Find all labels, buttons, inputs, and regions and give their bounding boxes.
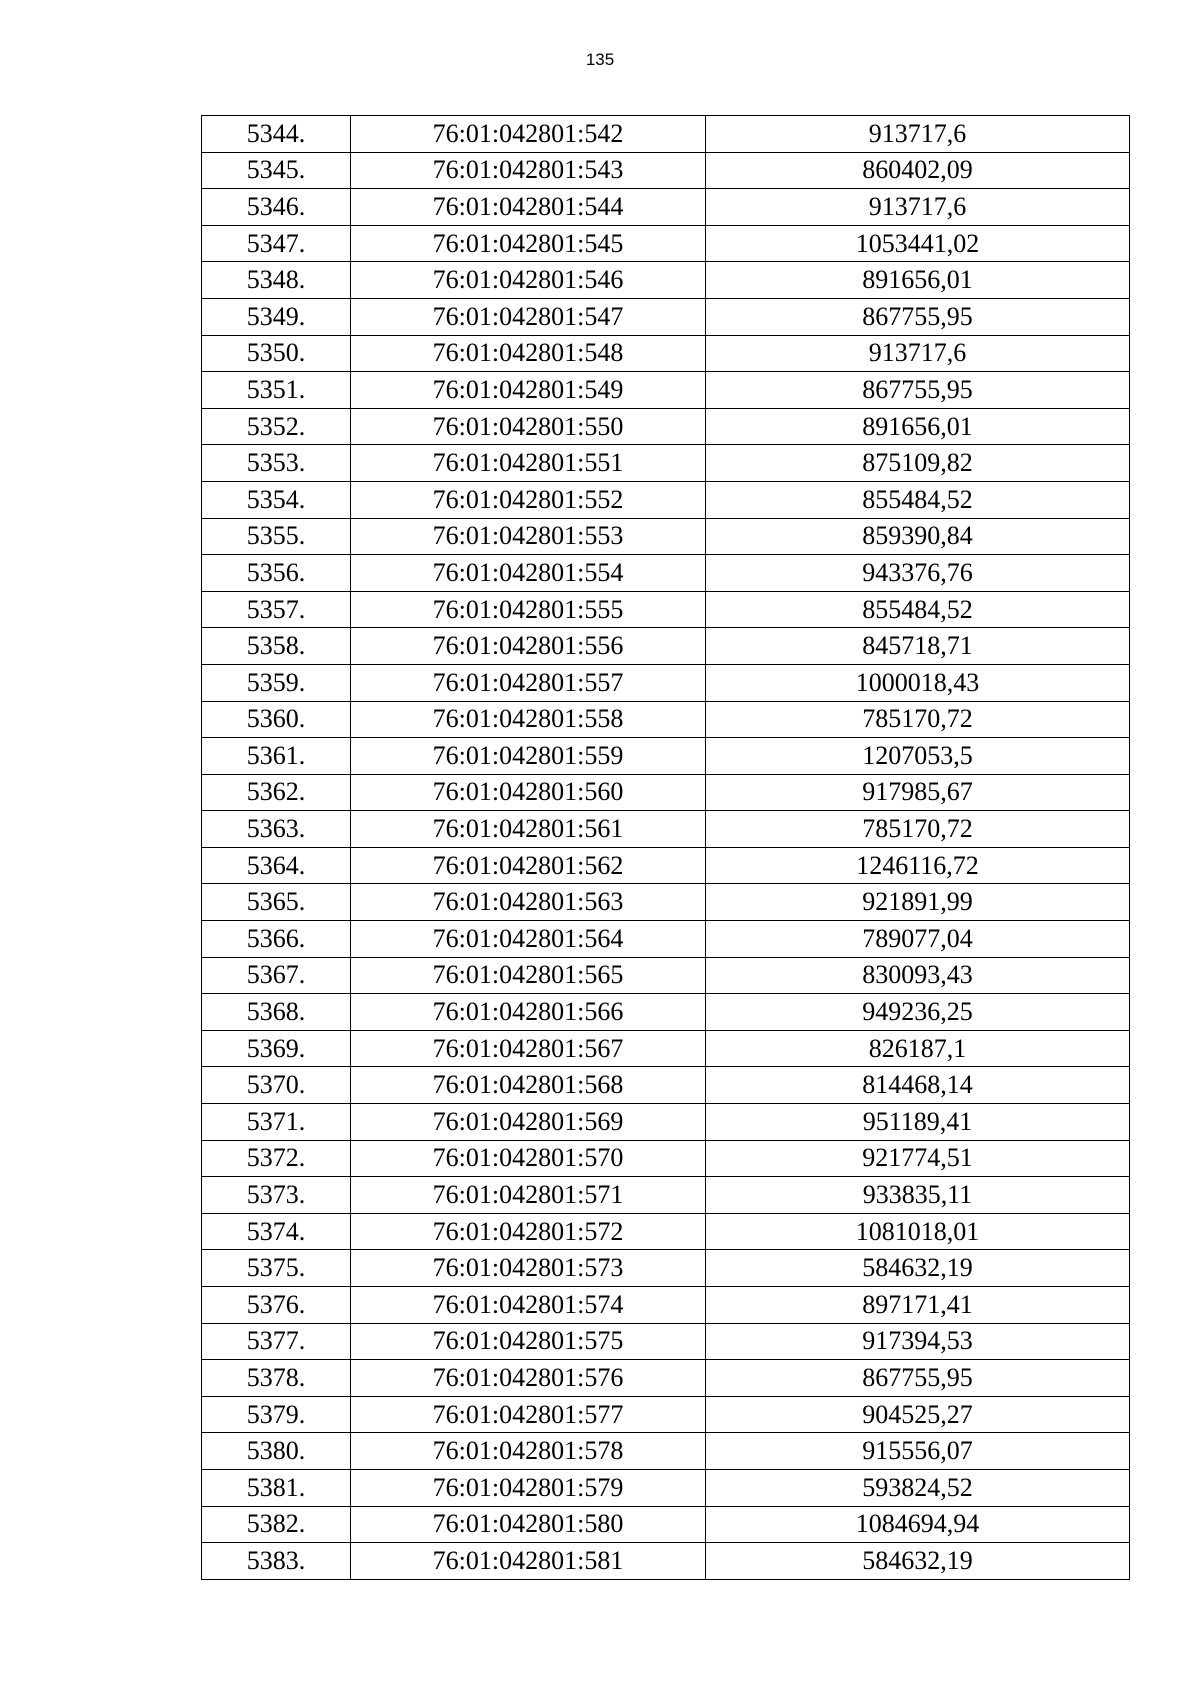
cadastral-number-cell: 76:01:042801:544 <box>351 189 706 226</box>
table-row <box>202 1323 1130 1360</box>
row-number-cell: 5344. <box>202 116 351 153</box>
cadastral-value-table <box>201 115 1130 1580</box>
table-row <box>202 481 1130 518</box>
row-number-cell: 5381. <box>202 1469 351 1506</box>
row-number-cell: 5368. <box>202 994 351 1031</box>
table-row <box>202 628 1130 665</box>
row-number-cell: 5362. <box>202 774 351 811</box>
row-number-cell: 5380. <box>202 1433 351 1470</box>
row-number-cell: 5374. <box>202 1213 351 1250</box>
table-row <box>202 555 1130 592</box>
cadastral-number-cell: 76:01:042801:573 <box>351 1250 706 1287</box>
row-number-cell: 5354. <box>202 481 351 518</box>
cadastral-value-cell: 913717,6 <box>706 189 1130 226</box>
table-row <box>202 116 1130 153</box>
cadastral-number-cell: 76:01:042801:564 <box>351 921 706 958</box>
row-number-cell: 5360. <box>202 701 351 738</box>
table-row <box>202 1104 1130 1141</box>
cadastral-value-cell: 1053441,02 <box>706 225 1130 262</box>
cadastral-value-cell: 860402,09 <box>706 152 1130 189</box>
cadastral-value-cell: 789077,04 <box>706 921 1130 958</box>
cadastral-value-cell: 897171,41 <box>706 1287 1130 1324</box>
row-number-cell: 5346. <box>202 189 351 226</box>
table-row <box>202 1030 1130 1067</box>
table-row <box>202 189 1130 226</box>
row-number-cell: 5355. <box>202 518 351 555</box>
cadastral-value-cell: 915556,07 <box>706 1433 1130 1470</box>
cadastral-number-cell: 76:01:042801:546 <box>351 262 706 299</box>
cadastral-value-cell: 1084694,94 <box>706 1506 1130 1543</box>
cadastral-value-cell: 867755,95 <box>706 372 1130 409</box>
table-row <box>202 518 1130 555</box>
cadastral-number-cell: 76:01:042801:548 <box>351 335 706 372</box>
row-number-cell: 5345. <box>202 152 351 189</box>
table-row <box>202 847 1130 884</box>
row-number-cell: 5348. <box>202 262 351 299</box>
cadastral-value-cell: 943376,76 <box>706 555 1130 592</box>
cadastral-value-cell: 949236,25 <box>706 994 1130 1031</box>
cadastral-value-cell: 826187,1 <box>706 1030 1130 1067</box>
table-row <box>202 1396 1130 1433</box>
cadastral-number-cell: 76:01:042801:552 <box>351 481 706 518</box>
cadastral-value-cell: 875109,82 <box>706 445 1130 482</box>
cadastral-number-cell: 76:01:042801:574 <box>351 1287 706 1324</box>
cadastral-value-cell: 891656,01 <box>706 262 1130 299</box>
cadastral-value-cell: 830093,43 <box>706 957 1130 994</box>
row-number-cell: 5369. <box>202 1030 351 1067</box>
table-row <box>202 1067 1130 1104</box>
row-number-cell: 5363. <box>202 811 351 848</box>
cadastral-number-cell: 76:01:042801:543 <box>351 152 706 189</box>
table-row <box>202 225 1130 262</box>
table-row <box>202 152 1130 189</box>
table-row <box>202 335 1130 372</box>
table-row <box>202 1506 1130 1543</box>
cadastral-number-cell: 76:01:042801:554 <box>351 555 706 592</box>
table-row <box>202 262 1130 299</box>
cadastral-value-cell: 921774,51 <box>706 1140 1130 1177</box>
cadastral-number-cell: 76:01:042801:556 <box>351 628 706 665</box>
cadastral-number-cell: 76:01:042801:551 <box>351 445 706 482</box>
page-number: 135 <box>585 50 615 69</box>
cadastral-number-cell: 76:01:042801:569 <box>351 1104 706 1141</box>
row-number-cell: 5377. <box>202 1323 351 1360</box>
cadastral-number-cell: 76:01:042801:570 <box>351 1140 706 1177</box>
cadastral-number-cell: 76:01:042801:557 <box>351 664 706 701</box>
cadastral-number-cell: 76:01:042801:547 <box>351 298 706 335</box>
cadastral-number-cell: 76:01:042801:555 <box>351 591 706 628</box>
cadastral-number-cell: 76:01:042801:542 <box>351 116 706 153</box>
row-number-cell: 5359. <box>202 664 351 701</box>
row-number-cell: 5352. <box>202 408 351 445</box>
table-row <box>202 921 1130 958</box>
row-number-cell: 5366. <box>202 921 351 958</box>
row-number-cell: 5353. <box>202 445 351 482</box>
table-row <box>202 701 1130 738</box>
cadastral-value-cell: 913717,6 <box>706 116 1130 153</box>
row-number-cell: 5370. <box>202 1067 351 1104</box>
table-row <box>202 664 1130 701</box>
cadastral-value-cell: 951189,41 <box>706 1104 1130 1141</box>
cadastral-value-cell: 917985,67 <box>706 774 1130 811</box>
cadastral-value-cell: 904525,27 <box>706 1396 1130 1433</box>
cadastral-number-cell: 76:01:042801:575 <box>351 1323 706 1360</box>
table-row <box>202 1213 1130 1250</box>
cadastral-value-cell: 1207053,5 <box>706 738 1130 775</box>
table-row <box>202 1543 1130 1580</box>
cadastral-value-cell: 785170,72 <box>706 701 1130 738</box>
cadastral-value-cell: 584632,19 <box>706 1250 1130 1287</box>
cadastral-number-cell: 76:01:042801:550 <box>351 408 706 445</box>
table-row <box>202 811 1130 848</box>
row-number-cell: 5358. <box>202 628 351 665</box>
cadastral-number-cell: 76:01:042801:572 <box>351 1213 706 1250</box>
cadastral-number-cell: 76:01:042801:579 <box>351 1469 706 1506</box>
cadastral-number-cell: 76:01:042801:580 <box>351 1506 706 1543</box>
row-number-cell: 5347. <box>202 225 351 262</box>
table-row <box>202 445 1130 482</box>
cadastral-number-cell: 76:01:042801:559 <box>351 738 706 775</box>
cadastral-number-cell: 76:01:042801:571 <box>351 1177 706 1214</box>
cadastral-value-cell: 867755,95 <box>706 298 1130 335</box>
cadastral-value-cell: 855484,52 <box>706 591 1130 628</box>
cadastral-number-cell: 76:01:042801:566 <box>351 994 706 1031</box>
table-row <box>202 957 1130 994</box>
row-number-cell: 5379. <box>202 1396 351 1433</box>
row-number-cell: 5367. <box>202 957 351 994</box>
cadastral-value-cell: 917394,53 <box>706 1323 1130 1360</box>
row-number-cell: 5371. <box>202 1104 351 1141</box>
cadastral-value-cell: 814468,14 <box>706 1067 1130 1104</box>
table-row <box>202 1433 1130 1470</box>
row-number-cell: 5351. <box>202 372 351 409</box>
cadastral-value-cell: 1081018,01 <box>706 1213 1130 1250</box>
cadastral-number-cell: 76:01:042801:553 <box>351 518 706 555</box>
cadastral-value-cell: 1246116,72 <box>706 847 1130 884</box>
table-row <box>202 298 1130 335</box>
cadastral-value-cell: 593824,52 <box>706 1469 1130 1506</box>
cadastral-value-cell: 867755,95 <box>706 1360 1130 1397</box>
row-number-cell: 5382. <box>202 1506 351 1543</box>
cadastral-number-cell: 76:01:042801:576 <box>351 1360 706 1397</box>
table-row <box>202 1177 1130 1214</box>
table-row <box>202 1360 1130 1397</box>
row-number-cell: 5365. <box>202 884 351 921</box>
row-number-cell: 5349. <box>202 298 351 335</box>
cadastral-value-cell: 891656,01 <box>706 408 1130 445</box>
table-row <box>202 408 1130 445</box>
cadastral-number-cell: 76:01:042801:561 <box>351 811 706 848</box>
row-number-cell: 5378. <box>202 1360 351 1397</box>
cadastral-number-cell: 76:01:042801:565 <box>351 957 706 994</box>
cadastral-value-cell: 584632,19 <box>706 1543 1130 1580</box>
cadastral-number-cell: 76:01:042801:560 <box>351 774 706 811</box>
cadastral-number-cell: 76:01:042801:549 <box>351 372 706 409</box>
row-number-cell: 5373. <box>202 1177 351 1214</box>
row-number-cell: 5372. <box>202 1140 351 1177</box>
cadastral-value-cell: 933835,11 <box>706 1177 1130 1214</box>
cadastral-number-cell: 76:01:042801:558 <box>351 701 706 738</box>
table-row <box>202 774 1130 811</box>
cadastral-number-cell: 76:01:042801:578 <box>351 1433 706 1470</box>
cadastral-value-cell: 859390,84 <box>706 518 1130 555</box>
cadastral-number-cell: 76:01:042801:577 <box>351 1396 706 1433</box>
cadastral-value-cell: 845718,71 <box>706 628 1130 665</box>
table-row <box>202 1140 1130 1177</box>
row-number-cell: 5361. <box>202 738 351 775</box>
table-row <box>202 1469 1130 1506</box>
cadastral-value-cell: 921891,99 <box>706 884 1130 921</box>
cadastral-number-cell: 76:01:042801:545 <box>351 225 706 262</box>
table-row <box>202 1250 1130 1287</box>
cadastral-number-cell: 76:01:042801:568 <box>351 1067 706 1104</box>
row-number-cell: 5356. <box>202 555 351 592</box>
cadastral-number-cell: 76:01:042801:581 <box>351 1543 706 1580</box>
cadastral-value-cell: 1000018,43 <box>706 664 1130 701</box>
row-number-cell: 5383. <box>202 1543 351 1580</box>
row-number-cell: 5357. <box>202 591 351 628</box>
cadastral-value-cell: 785170,72 <box>706 811 1130 848</box>
cadastral-number-cell: 76:01:042801:567 <box>351 1030 706 1067</box>
row-number-cell: 5350. <box>202 335 351 372</box>
cadastral-number-cell: 76:01:042801:563 <box>351 884 706 921</box>
row-number-cell: 5364. <box>202 847 351 884</box>
table-body <box>202 116 1130 1580</box>
table-row <box>202 994 1130 1031</box>
table-row <box>202 372 1130 409</box>
cadastral-value-cell: 913717,6 <box>706 335 1130 372</box>
cadastral-number-cell: 76:01:042801:562 <box>351 847 706 884</box>
table-row <box>202 591 1130 628</box>
table-row <box>202 738 1130 775</box>
table-row <box>202 1287 1130 1324</box>
cadastral-value-cell: 855484,52 <box>706 481 1130 518</box>
row-number-cell: 5375. <box>202 1250 351 1287</box>
row-number-cell: 5376. <box>202 1287 351 1324</box>
table-row <box>202 884 1130 921</box>
